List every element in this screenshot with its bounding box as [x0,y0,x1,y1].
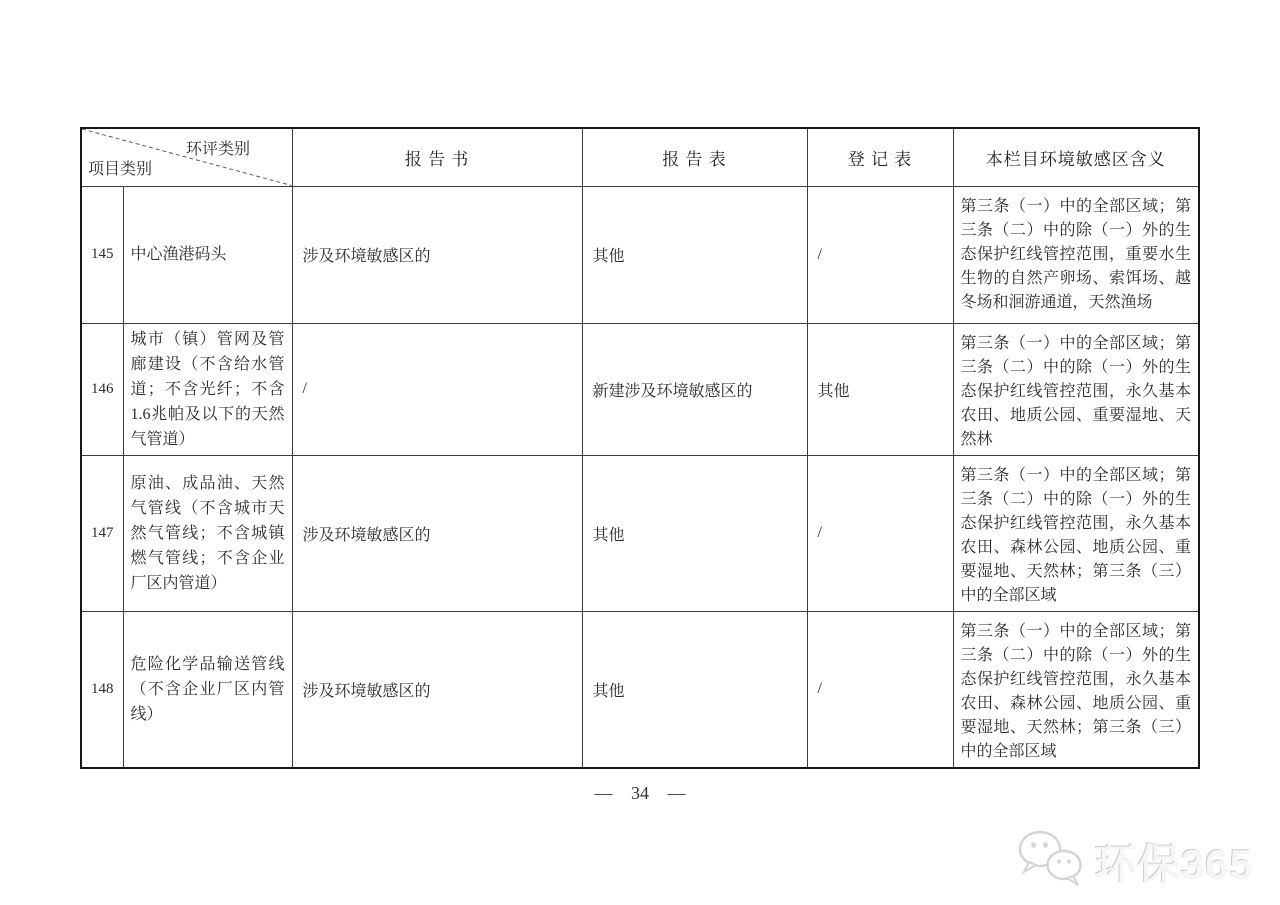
page-number: — 34 — [594,783,686,803]
project-category: 危险化学品输送管线（不含企业厂区内管线） [123,611,292,768]
header-project-category-label: 项目类别 [88,160,153,178]
table-row [81,323,1199,455]
row-number: 146 [81,323,123,455]
meaning-cell: 第三条（一）中的全部区域；第三条（二）中的除（一）外的生态保护红线管控范围，永久基本农田、森林公园、地质公园、重要湿地、天然林；第三条（三）中的全部区域 [953,455,1199,611]
wechat-icon [1015,826,1089,897]
meaning-cell: 第三条（一）中的全部区域；第三条（二）中的除（一）外的生态保护红线管控范围，永久基本农田、森林公园、地质公园、重要湿地、天然林；第三条（三）中的全部区域 [953,611,1199,768]
header-report-book: 报 告 书 [292,128,582,186]
registration-cell: / [807,186,953,323]
report-form-cell: 其他 [582,455,807,611]
eia-category-table [80,127,1200,769]
diagonal-header-cell [81,128,292,186]
report-form-cell: 新建涉及环境敏感区的 [582,323,807,455]
report-book-cell: 涉及环境敏感区的 [292,455,582,611]
header-registration-form: 登 记 表 [807,128,953,186]
header-report-form: 报 告 表 [582,128,807,186]
report-book-cell: 涉及环境敏感区的 [292,186,582,323]
row-number: 147 [81,455,123,611]
table-row [81,611,1199,768]
registration-cell: 其他 [807,323,953,455]
project-category: 原油、成品油、天然气管线（不含城市天然气管线；不含城镇燃气管线；不含企业厂区内管道） [123,455,292,611]
row-number: 145 [81,186,123,323]
report-form-cell: 其他 [582,186,807,323]
registration-cell: / [807,455,953,611]
project-category: 城市（镇）管网及管廊建设（不含给水管道；不含光纤；不含1.6兆帕及以下的天然气管道） [123,323,292,455]
header-sensitive-area-meaning: 本栏目环境敏感区含义 [953,128,1199,186]
report-book-cell: 涉及环境敏感区的 [292,611,582,768]
registration-cell: / [807,611,953,768]
meaning-cell: 第三条（一）中的全部区域；第三条（二）中的除（一）外的生态保护红线管控范围，重要水生生物的自然产卵场、索饵场、越冬场和洄游通道，天然渔场 [953,186,1199,323]
table-row [81,455,1199,611]
table-row [81,186,1199,323]
row-number: 148 [81,611,123,768]
meaning-cell: 第三条（一）中的全部区域；第三条（二）中的除（一）外的生态保护红线管控范围，永久基本农田、地质公园、重要湿地、天然林 [953,323,1199,455]
table-header-row [81,128,1199,186]
watermark-label: 环保365 [1094,840,1254,888]
project-category: 中心渔港码头 [123,186,292,323]
report-form-cell: 其他 [582,611,807,768]
report-book-cell: / [292,323,582,455]
watermark [1015,826,1254,897]
header-eia-category-label: 环评类别 [186,141,251,158]
